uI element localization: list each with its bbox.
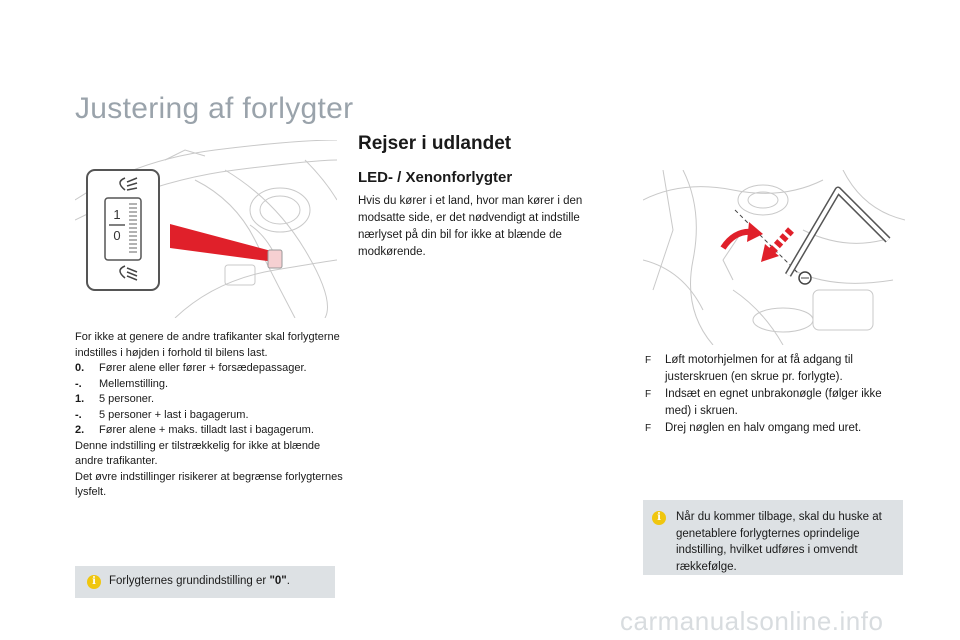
info-icon: i (87, 575, 101, 589)
setting-row: 0. Fører alene eller fører + forsædepassager. (75, 362, 307, 374)
setting-row: 1. 5 personer. (75, 393, 155, 405)
watermark: carmanualsonline.info (620, 606, 884, 636)
allen-key (788, 190, 888, 275)
dial-label-1: 1 (113, 207, 121, 222)
list-item: F Indsæt en egnet unbrakonøgle (følger ikke med) i skruen. (645, 388, 882, 417)
load-settings-text (75, 330, 345, 501)
adjustment-steps (645, 352, 910, 437)
section-title: Rejser i udlandet (358, 133, 512, 154)
after-paragraph: Denne indstilling er tilstrækkelig for ikke at blænde andre trafikanter. (75, 439, 321, 467)
setting-row: 2. Fører alene + maks. tilladt last i bagagerum. (75, 424, 314, 436)
list-item: F Drej nøglen en halv omgang med uret. (645, 422, 862, 434)
default-setting-note: i Forlygternes grundindstilling er "0". (75, 566, 335, 598)
dial-label-0: 0 (113, 228, 121, 243)
subsection-title: LED- / Xenonforlygter (358, 169, 513, 186)
setting-row: -. Mellemstilling. (75, 377, 169, 390)
dashboard-dial-illustration (75, 140, 337, 318)
engine-bay-illustration (643, 170, 905, 345)
return-note: i Når du kommer tilbage, skal du huske at genetablere forlygternes oprindelige indstilling, hvilket udføres i omvendt rækkefølge. (643, 500, 903, 575)
warning-paragraph: Det øvre indstillinger risikerer at begrænse forlygternes lysfelt. (75, 470, 343, 498)
setting-row: -. 5 personer + last i bagagerum. (75, 408, 249, 421)
page-title: Justering af forlygter (75, 92, 354, 125)
callout-wedge (170, 224, 275, 262)
list-item: F Løft motorhjelmen for at få adgang til justerskruen (en skrue pr. forlygte). (645, 354, 853, 383)
dial-location-marker (268, 250, 282, 268)
info-icon: i (652, 511, 666, 525)
travel-text: Hvis du kører i et land, hvor man kører i den modsatte side, er det nødvendigt at indstille nærlyset på din bil for ikke at blænde de modkørende. (358, 195, 583, 258)
intro-paragraph: For ikke at genere de andre trafikanter skal forlygterne indstilles i højden i forhold til bilens last. (75, 331, 340, 359)
pointer-arrow (761, 230, 791, 262)
